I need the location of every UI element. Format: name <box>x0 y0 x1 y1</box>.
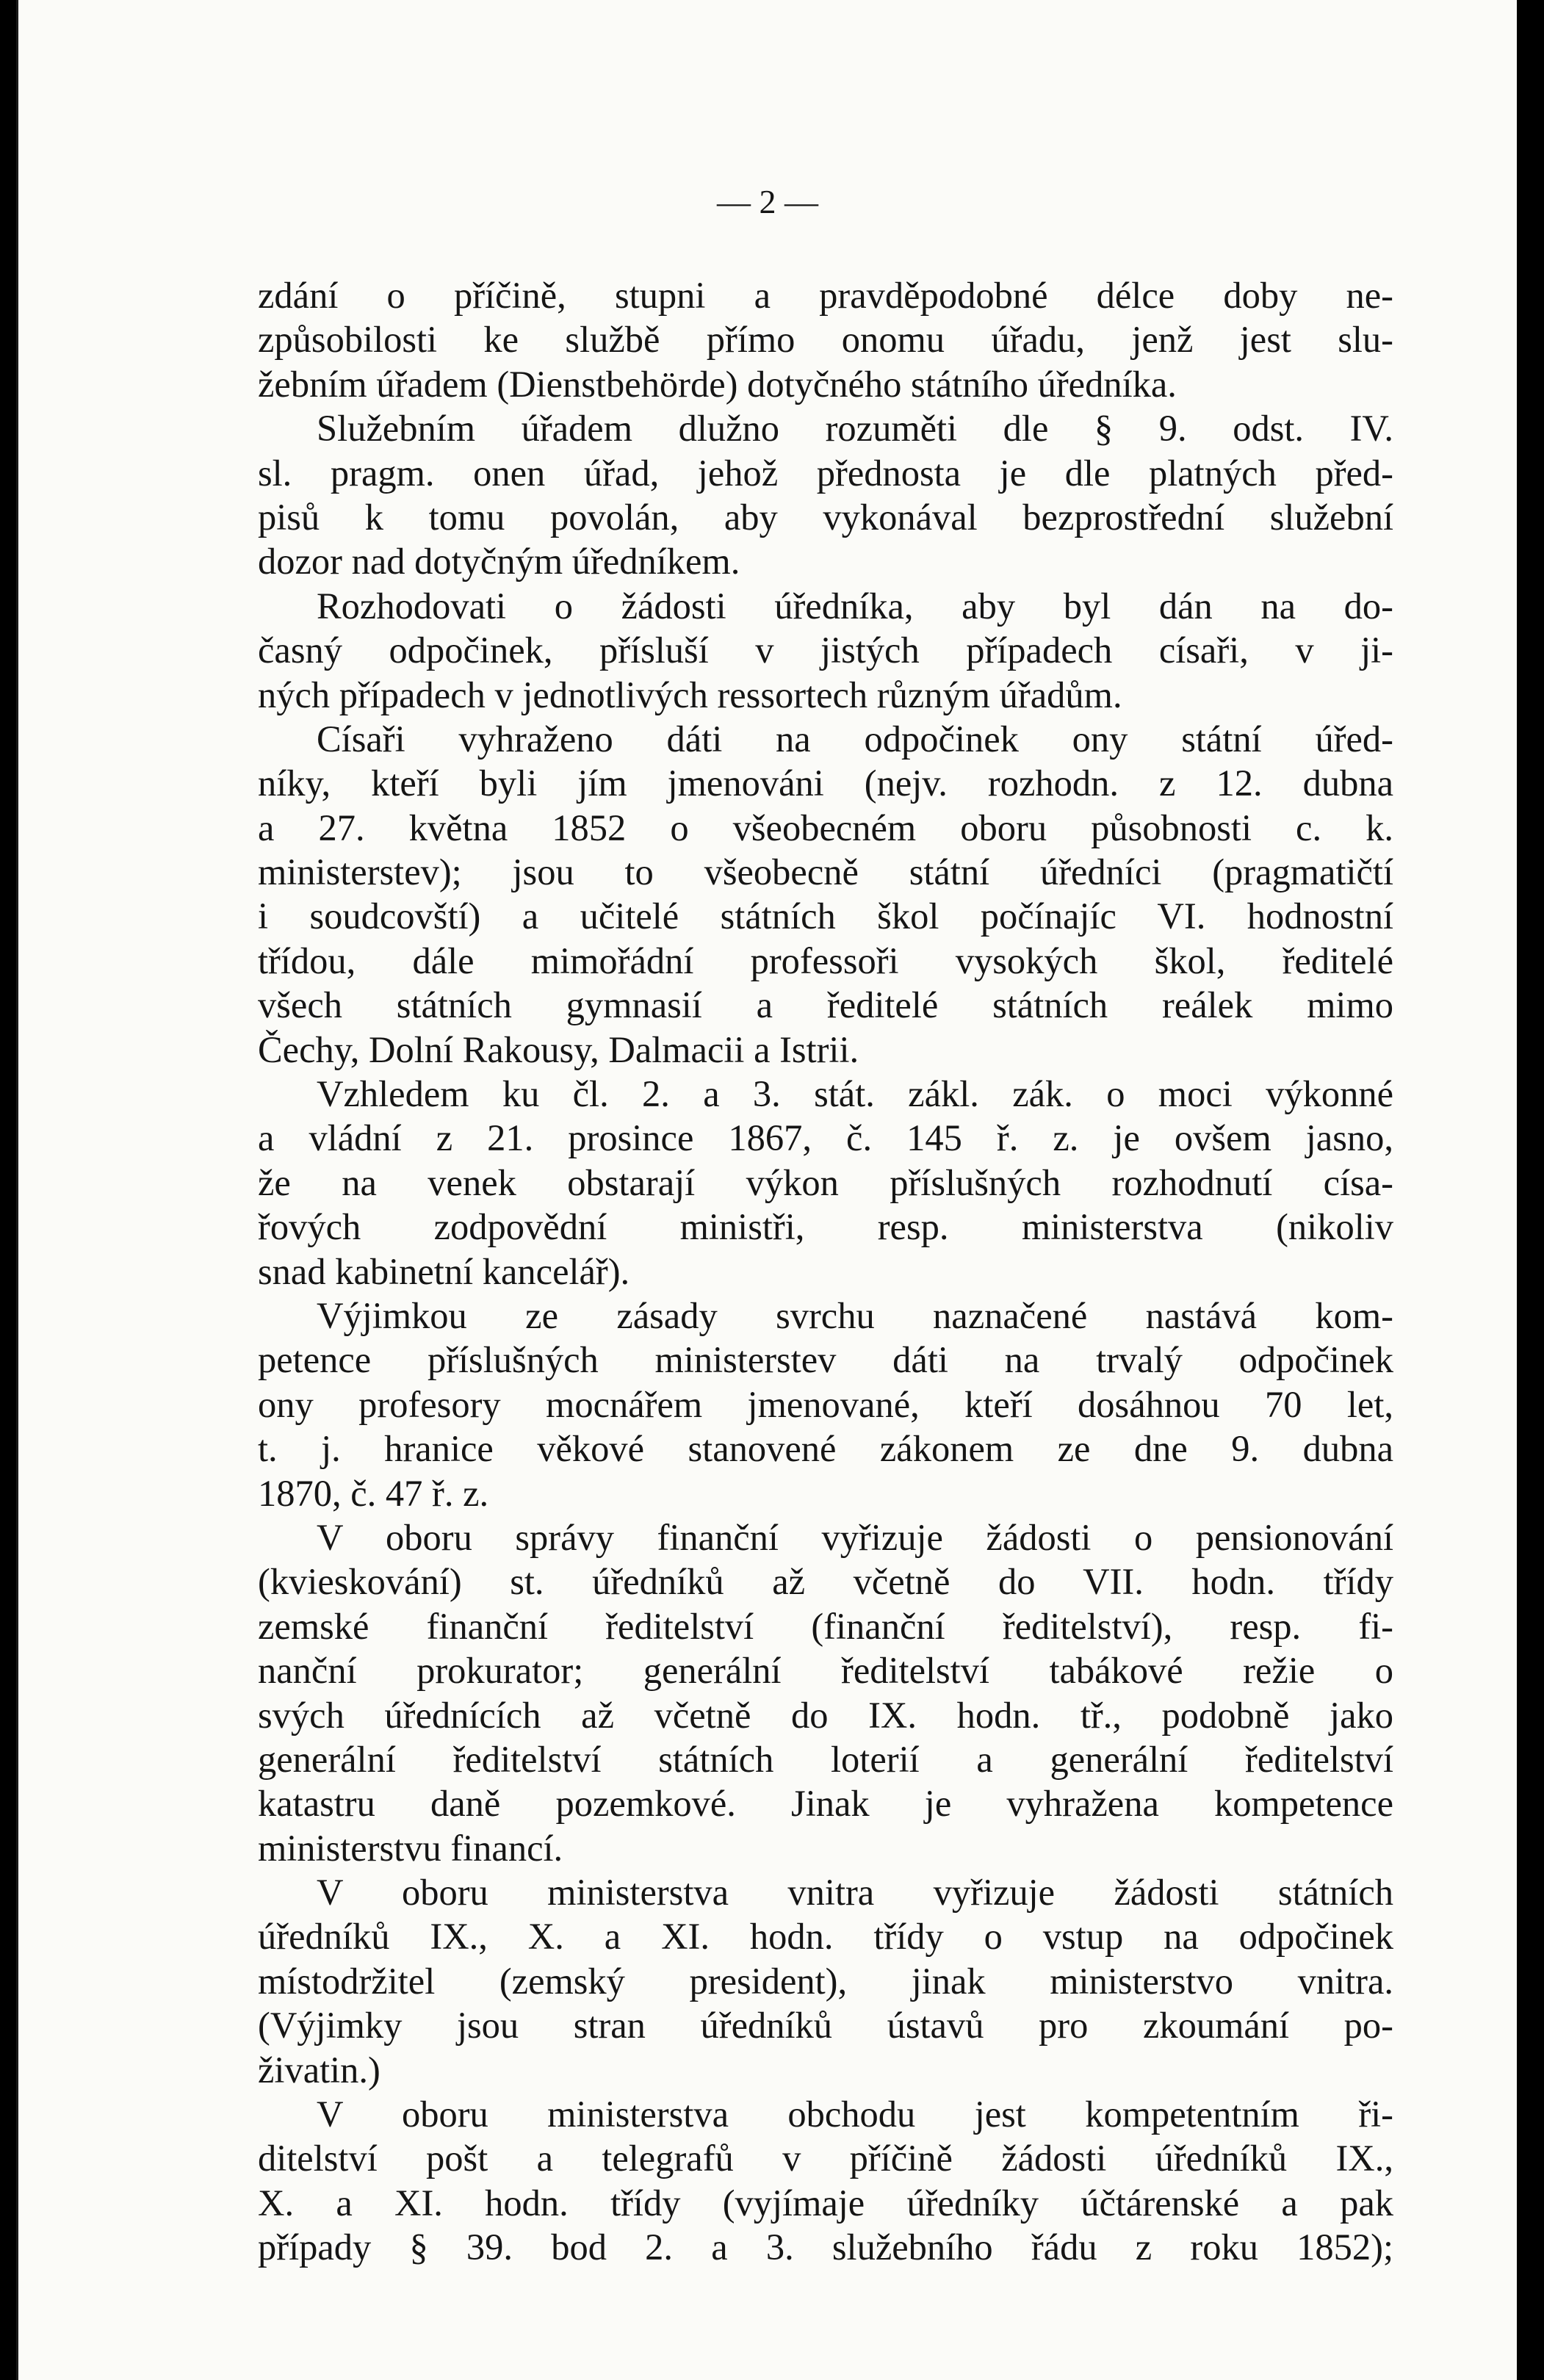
text-line: dozor nad dotyčným úředníkem. <box>258 541 740 583</box>
text-line: t. j. hranice věkové stanovené zákonem ze dne 9. dubna <box>258 1428 1393 1470</box>
page-number: — 2 — <box>717 183 818 220</box>
text-line: třídou, dále mimořádní professoři vysokých škol, ředitelé <box>258 940 1393 981</box>
text-line: Čechy, Dolní Rakousy, Dalmacii a Istrii. <box>258 1028 859 1070</box>
text-line: ony profesory mocnářem jmenované, kteří dosáhnou 70 let, <box>258 1383 1393 1425</box>
text-line: ministerstvu financí. <box>258 1827 563 1869</box>
text-line: živatin.) <box>258 2049 380 2091</box>
scanned-page <box>16 0 1517 2380</box>
text-line: 1870, č. 47 ř. z. <box>258 1472 489 1514</box>
text-line: Služebním úřadem dlužno rozuměti dle § 9. odst. IV. <box>317 408 1393 450</box>
text-line: Rozhodovati o žádosti úředníka, aby byl dán na do- <box>317 585 1393 627</box>
text-line: zdání o příčině, stupni a pravděpodobné délce doby ne- <box>258 275 1393 316</box>
text-line: nanční prokurator; generální ředitelství tabákové režie o <box>258 1650 1393 1692</box>
text-line: časný odpočinek, přísluší v jistých případech císaři, v ji- <box>258 630 1393 671</box>
text-line: případy § 39. bod 2. a 3. služebního řádu z roku 1852); <box>258 2226 1393 2268</box>
text-line: ministerstev); jsou to všeobecně státní úředníci (pragmatičtí <box>258 851 1393 893</box>
text-line: (Výjimky jsou stran úředníků ústavů pro zkoumání po- <box>258 2005 1393 2047</box>
body-text <box>258 273 1393 2270</box>
text-line: úředníků IX., X. a XI. hodn. třídy o vstup na odpočinek <box>258 1916 1393 1958</box>
text-line: (kvieskování) st. úředníků až včetně do VII. hodn. třídy <box>258 1561 1393 1603</box>
text-line: způsobilosti ke službě přímo onomu úřadu, jenž jest slu- <box>258 319 1393 361</box>
text-line: sl. pragm. onen úřad, jehož přednosta je dle platných před- <box>258 452 1393 494</box>
text-line: V oboru ministerstva obchodu jest kompetentním ři- <box>317 2094 1393 2135</box>
text-line: žebním úřadem (Dienstbehörde) dotyčného státního úředníka. <box>258 363 1177 405</box>
text-line: X. a XI. hodn. třídy (vyjímaje úředníky účtárenské a pak <box>258 2182 1393 2224</box>
text-line: že na venek obstarají výkon příslušných rozhodnutí císa- <box>258 1161 1393 1203</box>
text-line: katastru daně pozemkové. Jinak je vyhražena kompetence <box>258 1783 1393 1825</box>
text-line: zemské finanční ředitelství (finanční ředitelství), resp. fi- <box>258 1605 1393 1647</box>
text-line: a vládní z 21. prosince 1867, č. 145 ř. z. je ovšem jasno, <box>258 1117 1393 1159</box>
text-line: ditelství pošt a telegrafů v příčině žádosti úředníků IX., <box>258 2138 1393 2179</box>
text-line: řových zodpovědní ministři, resp. ministerstva (nikoliv <box>258 1206 1393 1248</box>
text-line: pisů k tomu povolán, aby vykonával bezprostřední služební <box>258 496 1393 538</box>
text-line: a 27. května 1852 o všeobecném oboru působnosti c. k. <box>258 807 1393 848</box>
text-line: generální ředitelství státních loterií a generální ředitelství <box>258 1738 1393 1780</box>
text-line: Císaři vyhraženo dáti na odpočinek ony státní úřed- <box>317 718 1393 760</box>
text-line: snad kabinetní kancelář). <box>258 1250 630 1292</box>
text-line: všech státních gymnasií a ředitelé státních reálek mimo <box>258 984 1393 1026</box>
text-line: V oboru správy finanční vyřizuje žádosti o pensionování <box>317 1516 1393 1558</box>
text-line: svých úřednících až včetně do IX. hodn. tř., podobně jako <box>258 1694 1393 1736</box>
text-line: V oboru ministerstva vnitra vyřizuje žádosti státních <box>317 1872 1393 1914</box>
text-line: petence příslušných ministerstev dáti na trvalý odpočinek <box>258 1339 1393 1381</box>
text-line: níky, kteří byli jím jmenováni (nejv. rozhodn. z 12. dubna <box>258 762 1393 804</box>
text-line: Vzhledem ku čl. 2. a 3. stát. zákl. zák. o moci výkonné <box>317 1073 1393 1115</box>
text-line: i soudcovští) a učitelé státních škol počínajíc VI. hodnostní <box>258 895 1393 937</box>
text-line: Výjimkou ze zásady svrchu naznačené nastává kom- <box>317 1294 1393 1336</box>
text-line: místodržitel (zemský president), jinak ministerstvo vnitra. <box>258 1960 1393 2002</box>
text-line: ných případech v jednotlivých ressortech různým úřadům. <box>258 674 1122 715</box>
